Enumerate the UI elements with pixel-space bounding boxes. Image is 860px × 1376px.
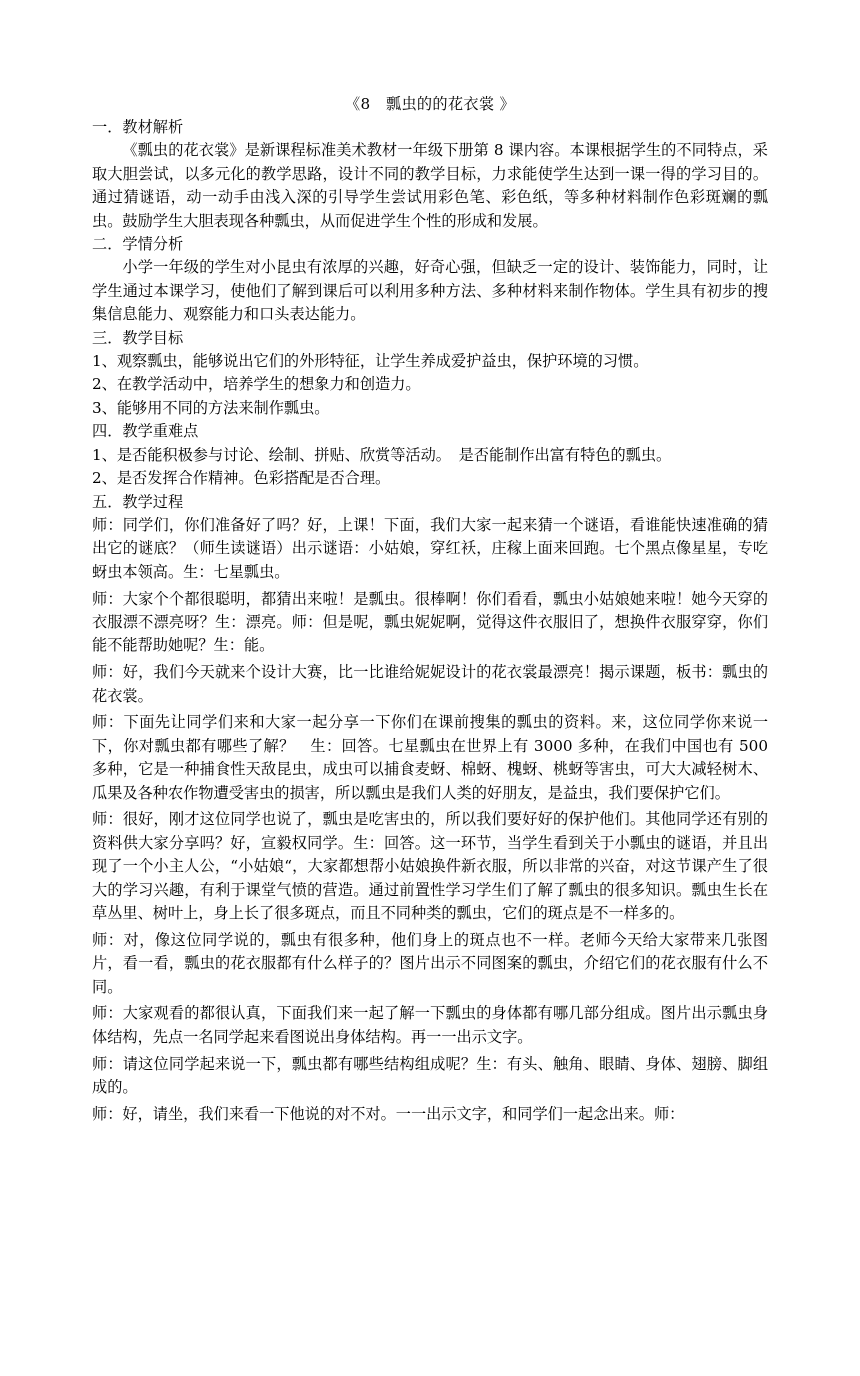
section-heading: 五．教学过程 — [92, 492, 184, 511]
paragraph: 小学一年级的学生对小昆虫有浓厚的兴趣，好奇心强，但缺乏一定的设计、装饰能力，同时，让学生通过本课学习，使他们了解到课后可以利用多种方法、多种材料来制作物体。学生具有初步的搜集信息能力、观察能力和口头表达能力。 — [92, 258, 768, 324]
section-key-difficulties — [92, 420, 768, 490]
dialog-paragraph: 师：同学们，你们准备好了吗？好，上课！下面，我们大家一起来猜一个谜语，看谁能快速准确的猜出它的谜底？（师生读谜语）出示谜语：小姑娘，穿红袄，庄稼上面来回跑。七个黑点像星星，专吃蚜虫本领高。生：七星瓢虫。 — [92, 515, 768, 581]
section-learner-analysis — [92, 233, 768, 327]
dialog-paragraph: 师：对，像这位同学说的，瓢虫有很多种，他们身上的斑点也不一样。老师今天给大家带来几张图片，看一看，瓢虫的花衣服都有什么样子的？图片出示不同图案的瓢虫，介绍它们的花衣服有什么不同。 — [92, 930, 768, 996]
dialog-paragraph: 师：大家观看的都很认真，下面我们来一起了解一下瓢虫的身体都有哪几部分组成。图片出示瓢虫身体结构，先点一名同学起来看图说出身体结构。再一一出示文字。 — [92, 1004, 768, 1046]
list-item: 1、观察瓢虫，能够说出它们的外形特征，让学生养成爱护益虫，保护环境的习惯。 — [92, 352, 649, 371]
dialog-paragraph: 师：好，请坐，我们来看一下他说的对不对。一一出示文字，和同学们一起念出来。师： — [92, 1104, 685, 1123]
dialog-paragraph: 师：好，我们今天就来个设计大赛，比一比谁给妮妮设计的花衣裳最漂亮！揭示课题，板书：瓢虫的花衣裳。 — [92, 663, 768, 705]
list-item: 2、是否发挥合作精神。色彩搭配是否合理。 — [92, 469, 391, 488]
list-item: 2、在教学活动中，培养学生的想象力和创造力。 — [92, 375, 421, 394]
section-heading: 一．教材解析 — [92, 118, 184, 136]
list-item: 3、能够用不同的方法来制作瓢虫。 — [92, 398, 330, 417]
section-textbook-analysis — [92, 116, 768, 233]
list-item: 1、是否能积极参与讨论、绘制、拼贴、欣赏等活动。 是否能制作出富有特色的瓢虫。 — [92, 445, 672, 464]
section-heading: 二．学情分析 — [92, 235, 184, 254]
dialog-paragraph: 师：请这位同学起来说一下，瓢虫都有哪些结构组成呢？生：有头、触角、眼睛、身体、翅膀、脚组成的。 — [92, 1054, 768, 1096]
document-title: 《8 瓢虫的的花衣裳 》 — [345, 95, 515, 113]
dialog-paragraph: 师：大家个个都很聪明，都猜出来啦！是瓢虫。很棒啊！你们看看，瓢虫小姑娘她来啦！她今天穿的衣服漂不漂亮呀？生：漂亮。师：但是呢，瓢虫妮妮啊，觉得这件衣服旧了，想换件衣服穿穿，你们能不能帮助她呢？生：能。 — [92, 589, 768, 655]
section-heading: 四．教学重难点 — [92, 422, 199, 441]
dialog-paragraph: 师：下面先让同学们来和大家一起分享一下你们在课前搜集的瓢虫的资料。来，这位同学你来说一下，你对瓢虫都有哪些了解？ 生：回答。七星瓢虫在世界上有 3000 多种，在我们中国也有 500 多种，它是一种捕食性天敌昆虫，成虫可以捕食麦蚜、棉蚜、槐蚜、桃蚜等害虫，可大大减轻树木、瓜果及各种农作物遭受害虫的损害，所以瓢虫是我们人类的好朋友，是益虫，我们要保护它们。 — [92, 713, 768, 802]
dialog-paragraph: 师：很好，刚才这位同学也说了，瓢虫是吃害虫的，所以我们要好好的保护他们。其他同学还有别的资料供大家分享吗？好，宣毅权同学。生：回答。这一环节，当学生看到关于小瓢虫的谜语，并且出现了一个小主人公，“小姑娘“，大家都想帮小姑娘换件新衣服，所以非常的兴奋，对这节课产生了很大的学习兴趣，有利于课堂气愤的营造。通过前置性学习学生们了解了瓢虫的很多知识。瓢虫生长在草丛里、树叶上，身上长了很多斑点，而且不同种类的瓢虫，它们的斑点是不一样多的。 — [92, 810, 768, 922]
section-teaching-objectives — [92, 327, 768, 421]
paragraph: 《瓢虫的花衣裳》是新课程标准美术教材一年级下册第 8 课内容。本课根据学生的不同特点，采取大胆尝试，以多元化的教学思路，设计不同的教学目标，力求能使学生达到一课一得的学习目的。通过猜谜语，动一动手由浅入深的引导学生尝试用彩色笔、彩色纸，等多种材料制作色彩斑斓的瓢虫。鼓励学生大胆表现各种瓢虫，从而促进学生个性的形成和发展。 — [92, 141, 768, 230]
section-teaching-process — [92, 491, 768, 1127]
section-heading: 三．教学目标 — [92, 328, 184, 347]
